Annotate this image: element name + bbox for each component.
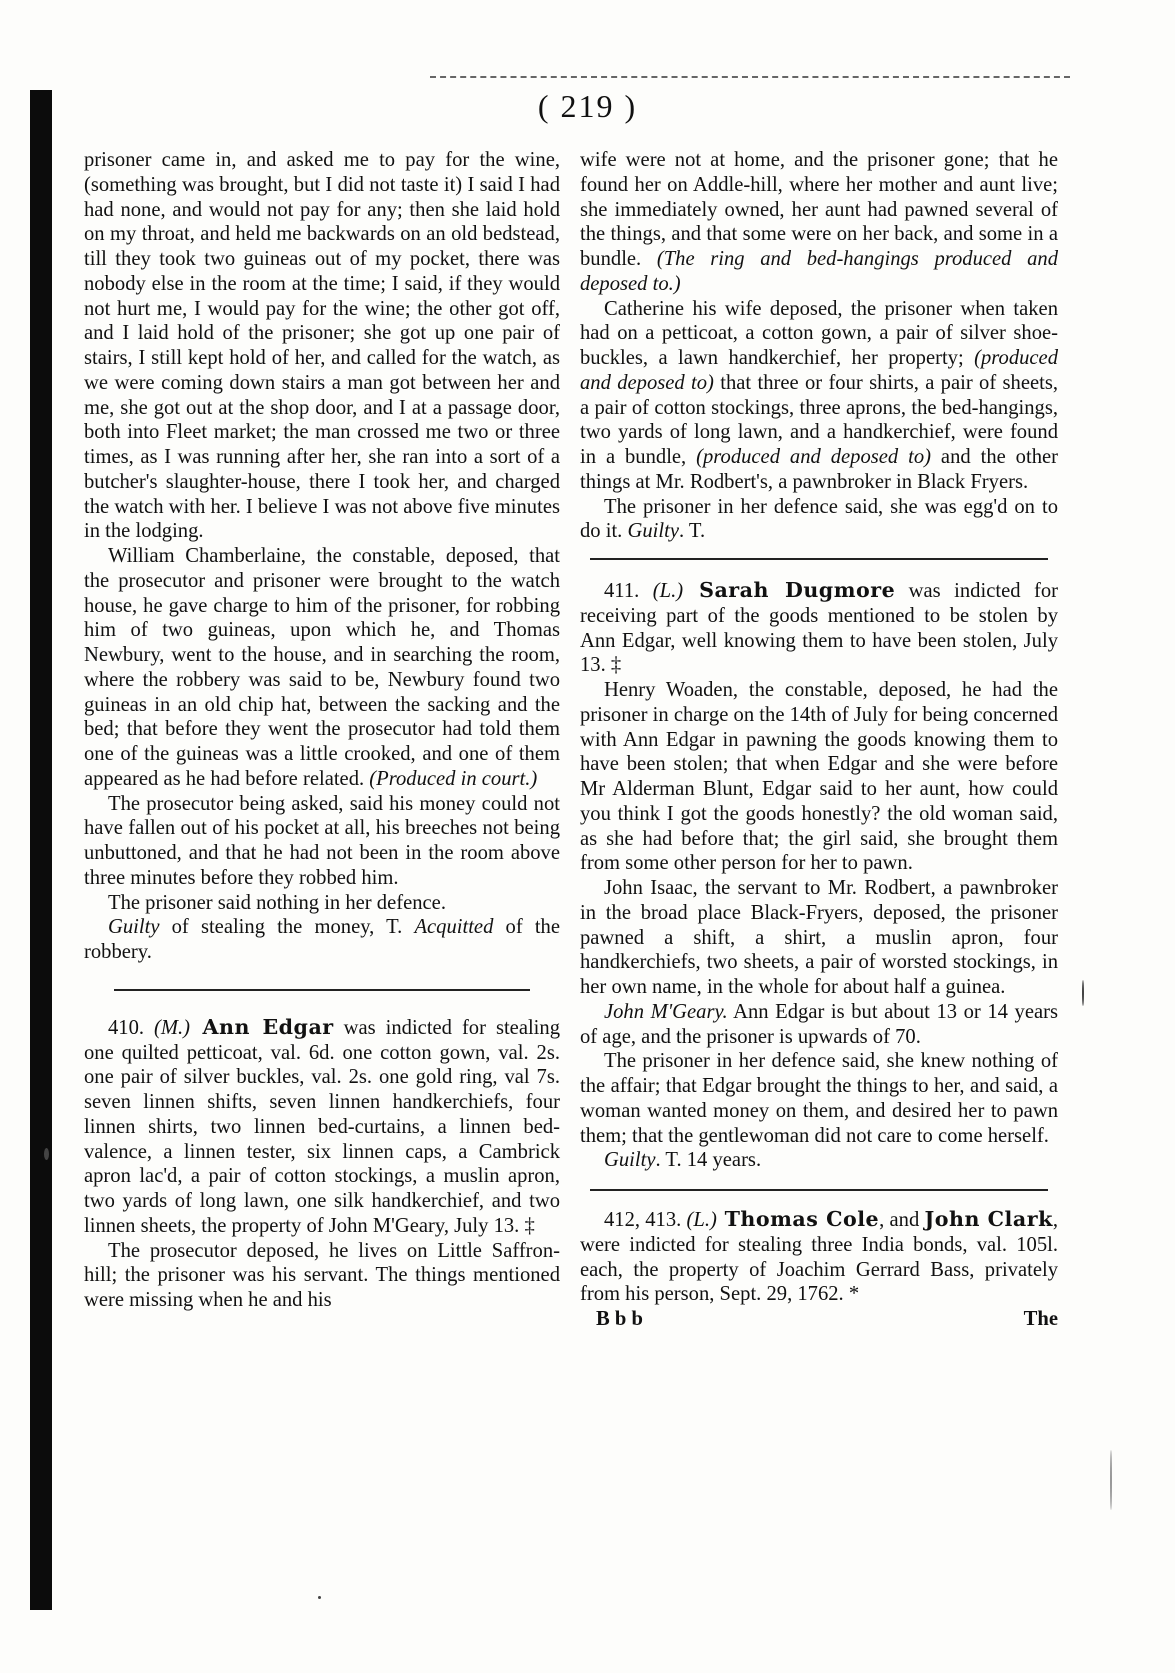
- paragraph: The prisoner said nothing in her defence.: [108, 891, 446, 914]
- defendant-name: John Clark: [924, 1207, 1053, 1231]
- paragraph-text: that three or four shirts, a pair of sheets, a pair of cotton stockings, three aprons, the bed-hangings, two yards of long lawn, and a handkerchief, were found in a bundle,: [580, 371, 1058, 468]
- verdict-text: of stealing the money, T.: [159, 916, 415, 939]
- paragraph: [580, 297, 1058, 495]
- top-edge-marks: [430, 76, 1070, 82]
- verdict-guilty: Guilty: [604, 1149, 656, 1172]
- paragraph: The prosecutor deposed, he lives on Little Saffron-hill; the prisoner was his servant. The things mentioned were missing when he and his: [84, 1239, 560, 1311]
- verdict-text: of the robbery.: [84, 916, 560, 963]
- paragraph-text: and the other things at Mr. Rodbert's, a pawnbroker in Black Fryers.: [580, 446, 1058, 493]
- court-code: (L.): [652, 580, 684, 602]
- case-410: [84, 1015, 560, 1239]
- paragraph-text: wife were not at home, and the prisoner gone; that he found her on Addle-hill, where her mother and aunt live; she immediately owned, her aunt had pawned several of the things, and that some were on her back, and some in a bundle.: [580, 149, 1058, 270]
- ink-speck: [318, 1596, 321, 1599]
- left-column: [84, 148, 560, 1313]
- defendant-name: Sarah Dugmore: [683, 578, 896, 602]
- paragraph: [580, 148, 1058, 297]
- court-code: (L.): [686, 1209, 717, 1231]
- indictment-text: , were indicted for stealing three India bonds, val. 105l. each, the property of Joachim Gerrard Bass, privately from his person, Sept. 29, 1762. *: [580, 1209, 1059, 1306]
- paragraph: [580, 495, 1058, 545]
- section-divider: [590, 1189, 1048, 1191]
- defendant-name: Ann Edgar: [190, 1014, 334, 1039]
- paragraph: prisoner came in, and asked me to pay for the wine, (something was brought, but I did not taste it) I said I had had none, and would not pay for any; then she laid hold on my throat, and held me backwards on an old bedstead, till they took two guineas out of my pocket, there was nobody else in the room at the time; I said, if they would not hurt me, I would pay for the wine; the other got off, and I laid hold of the prisoner; she got up one pair of stairs, I still kept hold of her, and called for the watch, as we were coming down stairs a man got between her and me, she got out at the shop door, and I at a passage door, both into Fleet market; the man crossed me two or three times, as I was running after her, she ran into a sort of a butcher's slaughter-house, there I took her, and charged the watch with her. I believe I was not above five minutes in the lodging.: [84, 149, 560, 543]
- verdict-acquitted: Acquitted: [414, 916, 494, 939]
- catchword: The: [1023, 1308, 1058, 1330]
- paragraph: The prisoner in her defence said, she knew nothing of the affair; that Edgar brought the things to her, and said, a woman wanted money on them, and desired her to pawn them; that the gentlewoman did not care to come herself.: [580, 1050, 1058, 1147]
- paragraph-text: William Chamberlaine, the constable, deposed, that the prosecutor and prisoner were brought to the watch house, he gave charge to him of the prisoner, for robbing him of two guineas, upon which he, and Thomas Newbury, went to the house, and in searching the room, where the robbery was said to be, Newbury found two guineas in an old chip hat, between the sacking and the bed; that before they went the prosecutor had told them one of the guineas was a little crooked, and one of them appeared as he had before related.: [84, 545, 560, 790]
- binding-edge: [30, 90, 52, 1610]
- indictment-text: was indicted for stealing one quilted petticoat, val. 6d. one cotton gown, val. 2s. one pair of silver buckles, val. 2s. one gold ring, val 7s. seven linnen shifts, seven linnen handkerchiefs, four linnen shirts, two linnen bed-curtains, a linnen bed-valence, a linnen tester, six linnen caps, a Cambrick apron lac'd, a pair of cotton stockings, a muslin apron, two yards of long lawn, one silk handkerchief, and two linnen sheets, the property of John M'Geary, July 13. ‡: [84, 1016, 560, 1237]
- paragraph-text: The prisoner in her defence said, she was egg'd on to do it.: [580, 495, 1058, 543]
- case-number: 410.: [108, 1016, 155, 1039]
- verdict: [580, 1148, 1058, 1173]
- verdict-text: . T.: [678, 520, 706, 543]
- case-412-413: [580, 1207, 1058, 1307]
- court-note: (The ring and bed-hangings produced and deposed to.): [580, 248, 1058, 295]
- court-note: (produced and deposed to): [696, 446, 932, 468]
- signature-mark: B b b: [596, 1308, 643, 1330]
- ink-speck: [1082, 980, 1084, 1006]
- case-411: [580, 578, 1058, 678]
- court-note: (Produced in court.): [369, 767, 538, 790]
- right-column: [580, 148, 1058, 1332]
- paragraph: The prosecutor being asked, said his money could not have fallen out of his pocket at all, his breeches not being unbuttoned, and that he had not been in the room above three minutes before they robbed him.: [84, 792, 560, 889]
- paragraph: Henry Woaden, the constable, deposed, he had the prisoner in charge on the 14th of July for being concerned with Ann Edgar in pawning the goods knowing them to have been stolen; that when Edgar and she were before Mr Alderman Blunt, Edgar said to her aunt, how could you think I got the goods honestly? the old woman said, as she had before that; the girl said, she brought them from some other person for her to pawn.: [580, 679, 1058, 875]
- case-number: 412, 413.: [604, 1209, 687, 1231]
- verdict: [84, 915, 560, 965]
- paragraph: John Isaac, the servant to Mr. Rodbert, a pawnbroker in the broad place Black-Fryers, deposed, the prisoner pawned a shift, a shirt, a muslin apron, four handkerchiefs, two sheets, a pair of worsted stockings, in her own name, in the whole for about half a guinea.: [580, 877, 1058, 998]
- ink-speck: [1110, 1450, 1112, 1510]
- verdict-text: . T. 14 years.: [655, 1149, 762, 1172]
- page-number: ( 219 ): [537, 88, 638, 124]
- indictment-text: was indicted for receiving part of the goods mentioned to be stolen by Ann Edgar, well knowing them to have been stolen, July 13. ‡: [580, 580, 1058, 677]
- case-number: 411.: [604, 580, 653, 602]
- paragraph: [580, 1000, 1058, 1050]
- paragraph: [84, 544, 560, 792]
- paragraph-text: Ann Edgar is but about 13 or 14 years of age, and the prisoner is upwards of 70.: [580, 1000, 1058, 1048]
- court-code: (M.): [154, 1016, 191, 1039]
- court-note: (produced and deposed to): [580, 347, 1058, 394]
- ink-speck: [44, 1148, 49, 1160]
- verdict-guilty: Guilty: [627, 520, 679, 543]
- verdict-guilty: Guilty: [108, 916, 160, 939]
- indictment-text: , and: [879, 1209, 925, 1231]
- section-divider: [114, 989, 530, 991]
- page-footer: [580, 1307, 1058, 1332]
- defendant-name: Thomas Cole: [716, 1207, 880, 1231]
- paragraph-text: Catherine his wife deposed, the prisoner when taken had on a petticoat, a cotton gown, a pair of silver shoe-buckles, a lawn handkerchief, her property;: [580, 297, 1058, 369]
- witness-name: John M'Geary.: [604, 1000, 728, 1023]
- section-divider: [590, 558, 1048, 560]
